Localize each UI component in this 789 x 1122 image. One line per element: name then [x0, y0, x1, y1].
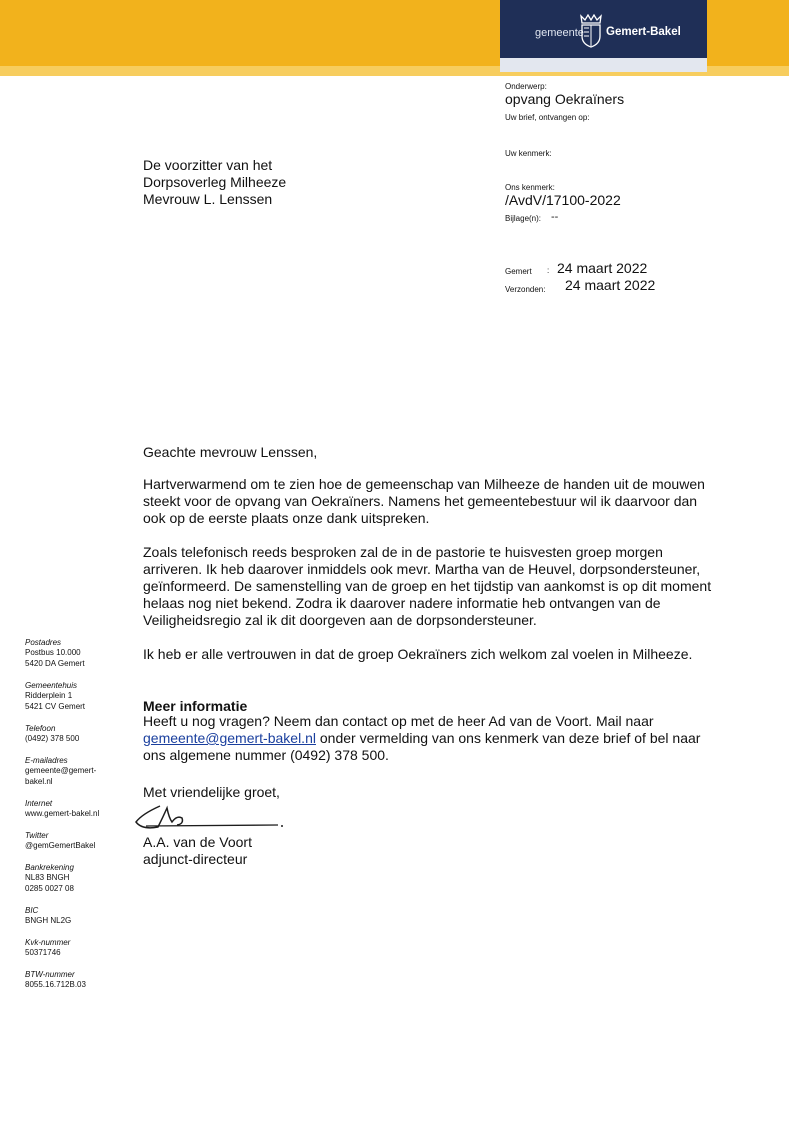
bic-value: BNGH NL2G — [25, 916, 72, 925]
postadres-line: Postbus 10.000 — [25, 648, 81, 657]
signature-image — [132, 800, 292, 836]
kvk-value: 50371746 — [25, 948, 61, 957]
info-text-end: onder vermelding van ons kenmerk van deze brief of bel naar ons algemene nummer (0492) 378 500. — [143, 730, 701, 763]
signatory-name: A.A. van de Voort — [143, 834, 252, 850]
bank-label: Bankrekening — [25, 863, 74, 872]
ons-kenmerk-label: Ons kenmerk: — [505, 183, 555, 192]
logo-prefix: gemeente — [535, 27, 584, 39]
info-paragraph — [143, 713, 713, 764]
bank-value: NL83 BNGH — [25, 873, 70, 882]
bic-label: BIC — [25, 906, 39, 915]
crest-icon — [578, 14, 604, 48]
onderwerp-label: Onderwerp: — [505, 82, 547, 91]
logo-name: Gemert-Bakel — [606, 26, 681, 38]
verzonden-label: Verzonden: — [505, 285, 546, 294]
gemeentehuis-line: 5421 CV Gemert — [25, 702, 86, 711]
email-link[interactable]: gemeente@gemert-bakel.nl — [143, 730, 316, 746]
postadres-line: 5420 DA Gemert — [25, 659, 85, 668]
signatory-role: adjunct-directeur — [143, 851, 248, 867]
btw-value: 8055.16.712B.03 — [25, 980, 86, 989]
paragraph-3: Ik heb er alle vertrouwen in dat de groep Oekraïners zich welkom zal voelen in Milheeze. — [143, 646, 693, 662]
email-value: gemeente@gemert- — [25, 766, 97, 775]
recipient-line: De voorzitter van het — [143, 157, 273, 173]
email-label: E-mailadres — [25, 756, 68, 765]
telefoon-value: (0492) 378 500 — [25, 734, 80, 743]
logo-underline — [500, 58, 707, 72]
twitter-label: Twitter — [25, 831, 49, 840]
internet-label: Internet — [25, 799, 53, 808]
bank-value: 0285 0027 08 — [25, 884, 74, 893]
recipient-line: Dorpsoverleg Milheeze — [143, 174, 287, 190]
uw-brief-label: Uw brief, ontvangen op: — [505, 113, 590, 122]
telefoon-label: Telefoon — [25, 724, 56, 733]
info-heading: Meer informatie — [143, 698, 248, 714]
twitter-value: @gemGemertBakel — [25, 841, 96, 850]
bijlage-label: Bijlage(n): — [505, 214, 542, 223]
gemeentehuis-line: Ridderplein 1 — [25, 691, 73, 700]
info-text-start: Heeft u nog vragen? Neem dan contact op met de heer Ad van de Voort. Mail naar — [143, 713, 654, 729]
internet-value: www.gemert-bakel.nl — [25, 809, 100, 818]
recipient-address — [143, 157, 286, 208]
paragraph-2: Zoals telefonisch reeds besproken zal de in de pastorie te huisvesten groep morgen arriveren. Ik heb daarover inmiddels ook mevr. Martha van de Heuvel, dorpsondersteuner, geïnformeerd. De samenstelling van de groep en het tijdstip van aankomst is op dit moment helaas nog niet bekend. Zodra ik daarover nadere informatie heb ontvangen van de Veiligheidsregio zal ik dit doorgeven aan de dorpsondersteuner. — [143, 544, 712, 628]
ons-kenmerk-value: /AvdV/17100-2022 — [505, 192, 621, 208]
kvk-label: Kvk-nummer — [25, 938, 71, 947]
recipient-line: Mevrouw L. Lenssen — [143, 191, 273, 207]
gemert-label: Gemert — [505, 267, 532, 276]
verzonden-date: 24 maart 2022 — [565, 277, 656, 293]
email-value: bakel.nl — [25, 777, 53, 786]
gemert-separator: : — [547, 266, 550, 275]
bijlage-value: -- — [551, 211, 559, 223]
postadres-label: Postadres — [25, 638, 62, 647]
salutation: Geachte mevrouw Lenssen, — [143, 444, 318, 460]
uw-kenmerk-label: Uw kenmerk: — [505, 149, 552, 158]
sidebar-contact — [25, 638, 125, 990]
gemeentehuis-label: Gemeentehuis — [25, 681, 78, 690]
paragraph-1: Hartverwarmend om te zien hoe de gemeenschap van Milheeze de handen uit de mouwen steekt voor de opvang van Oekraïners. Namens het gemeentebestuur wil ik daarvoor dan ook op de eerste plaats onze dank uitspreken. — [143, 476, 705, 526]
closing: Met vriendelijke groet, — [143, 784, 280, 800]
onderwerp-value: opvang Oekraïners — [505, 91, 625, 107]
btw-label: BTW-nummer — [25, 970, 75, 979]
gemert-date: 24 maart 2022 — [557, 260, 648, 276]
